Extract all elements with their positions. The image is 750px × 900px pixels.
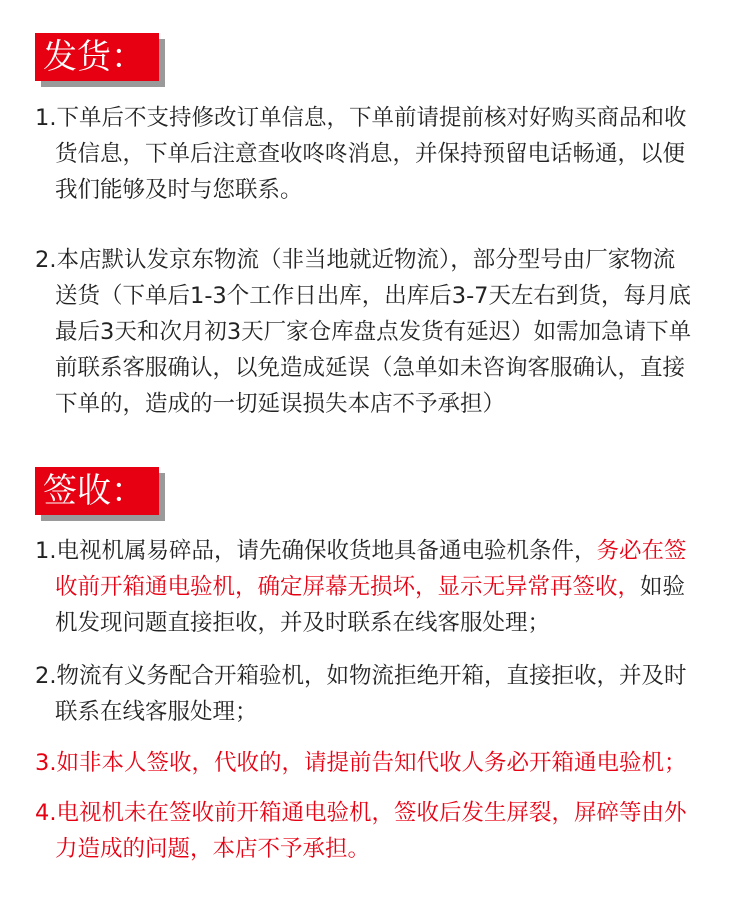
receipt-item-1-line-2 xyxy=(35,569,725,605)
receipt-item-2-line-1: 2.物流有义务配合开箱验机，如物流拒绝开箱，直接拒收，并及时 xyxy=(35,663,687,689)
shipping-item-1-line-1: 1.下单后不支持修改订单信息，下单前请提前核对好购买商品和收 xyxy=(35,105,687,131)
receipt-item-1-line-2-red: 收前开箱通电验机，确定屏幕无损坏，显示无异常再签收， xyxy=(55,574,641,600)
shipping-item-2-line-5: 下单的，造成的一切延误损失本店不予承担） xyxy=(55,391,506,417)
shipping-item-2-line-2: 送货（下单后1-3个工作日出库，出库后3-7天左右到货，每月底 xyxy=(55,283,691,309)
receipt-item-1-line-1-red: 务必在签 xyxy=(596,538,687,564)
receipt-item-3 xyxy=(35,745,725,781)
shipping-item-1 xyxy=(35,100,725,208)
receipt-item-4-line-2: 力造成的问题，本店不予承担。 xyxy=(55,836,371,862)
receipt-item-2-line-2: 联系在线客服处理； xyxy=(55,699,258,725)
receipt-item-1-line-1-black: 1.电视机属易碎品，请先确保收货地具备通电验机条件， xyxy=(35,538,597,564)
shipping-item-1-line-3: 我们能够及时与您联系。 xyxy=(55,177,303,203)
shipping-item-2-line-3: 最后3天和次月初3天厂家仓库盘点发货有延迟）如需加急请下单 xyxy=(55,319,692,345)
shipping-item-2-line-4: 前联系客服确认，以免造成延误（急单如未咨询客服确认，直接 xyxy=(55,355,686,381)
receipt-section-title: 签收： xyxy=(35,467,159,515)
shipping-section-title: 发货： xyxy=(35,33,159,81)
receipt-item-1 xyxy=(35,533,725,641)
receipt-item-2 xyxy=(35,658,725,730)
receipt-item-4 xyxy=(35,795,725,867)
shipping-item-2-line-1: 2.本店默认发京东物流（非当地就近物流），部分型号由厂家物流 xyxy=(35,247,676,273)
receipt-item-4-line-1: 4.电视机未在签收前开箱通电验机，签收后发生屏裂，屏碎等由外 xyxy=(35,800,687,826)
receipt-item-1-line-3: 机发现问题直接拒收，并及时联系在线客服处理； xyxy=(55,610,551,636)
receipt-item-1-line-1 xyxy=(35,533,725,569)
receipt-item-3-line-1: 3.如非本人签收，代收的，请提前告知代收人务必开箱通电验机； xyxy=(35,750,687,776)
shipping-item-1-line-2: 货信息，下单后注意查收咚咚消息，并保持预留电话畅通，以便 xyxy=(55,141,686,167)
receipt-item-1-line-2-black: 如验 xyxy=(640,574,686,600)
shipping-item-2 xyxy=(35,242,725,422)
